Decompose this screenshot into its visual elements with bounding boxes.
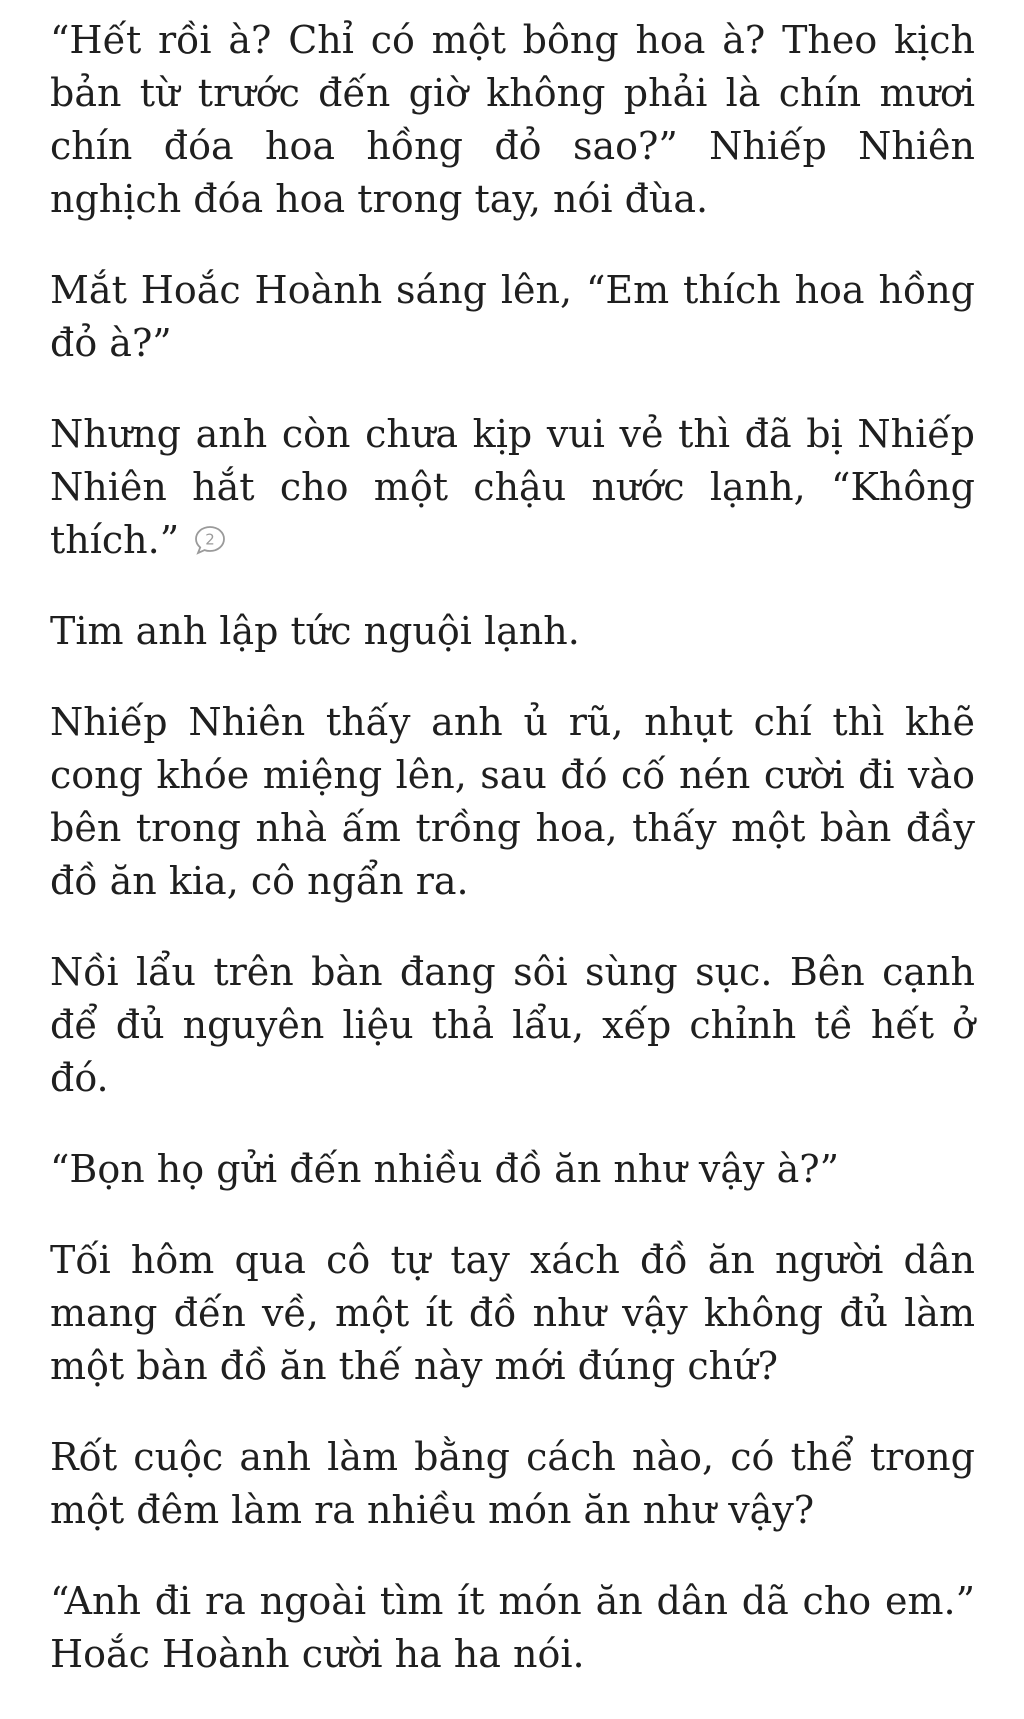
reader-content [50,14,975,1719]
paragraph-8: Tối hôm qua cô tự tay xách đồ ăn người dân mang đến về, một ít đồ như vậy không đủ làm một bàn đồ ăn thế này mới đúng chứ? [50,1238,975,1388]
paragraph-7: “Bọn họ gửi đến nhiều đồ ăn như vậy à?” [50,1147,840,1191]
comment-bubble-icon[interactable] [193,523,227,557]
paragraph-4: Tim anh lập tức nguội lạnh. [50,609,580,653]
paragraph-2: Mắt Hoắc Hoành sáng lên, “Em thích hoa hồng đỏ à?” [50,268,975,365]
comment-count: 2 [205,530,215,548]
paragraph-3-text: Nhưng anh còn chưa kịp vui vẻ thì đã bị Nhiếp Nhiên hắt cho một chậu nước lạnh, “Không thích.” [50,412,975,562]
paragraph-10: “Anh đi ra ngoài tìm ít món ăn dân dã cho em.” Hoắc Hoành cười ha ha nói. [50,1579,975,1676]
paragraph-1: “Hết rồi à? Chỉ có một bông hoa à? Theo kịch bản từ trước đến giờ không phải là chín mươi chín đóa hoa hồng đỏ sao?” Nhiếp Nhiên nghịch đóa hoa trong tay, nói đùa. [50,18,975,221]
paragraph-6: Nồi lẩu trên bàn đang sôi sùng sục. Bên cạnh để đủ nguyên liệu thả lẩu, xếp chỉnh tề hết ở đó. [50,950,975,1100]
paragraph-5: Nhiếp Nhiên thấy anh ủ rũ, nhụt chí thì khẽ cong khóe miệng lên, sau đó cố nén cười đi vào bên trong nhà ấm trồng hoa, thấy một bàn đầy đồ ăn kia, cô ngẩn ra. [50,700,975,903]
paragraph-9: Rốt cuộc anh làm bằng cách nào, có thể trong một đêm làm ra nhiều món ăn như vậy? [50,1435,975,1532]
comment-bubble-svg [193,523,227,557]
paragraph-3 [50,408,975,567]
